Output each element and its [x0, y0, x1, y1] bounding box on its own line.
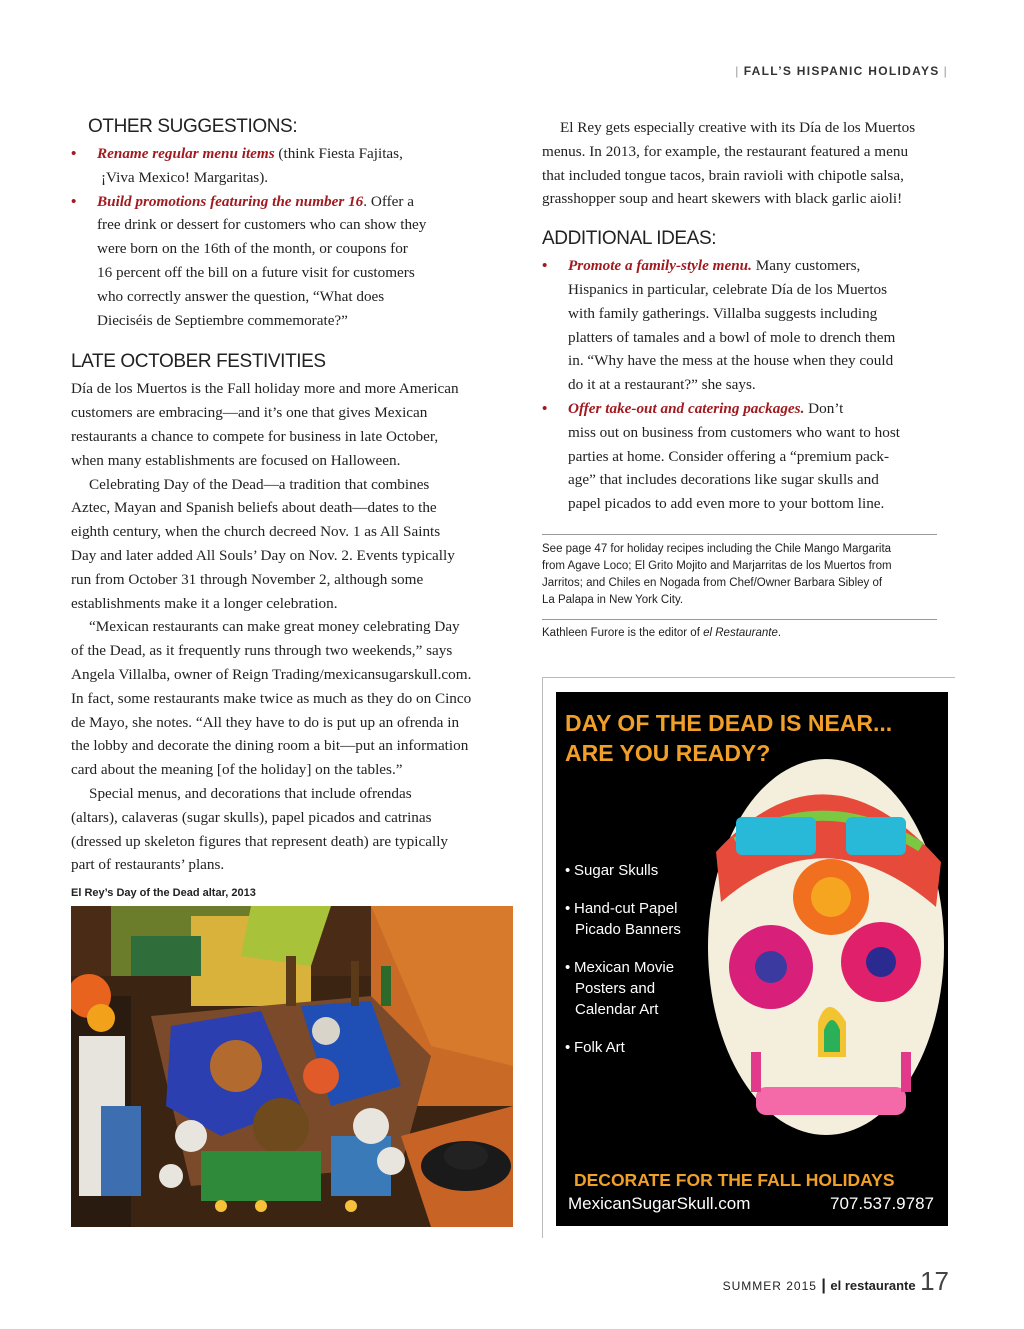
paragraph: Celebrating Day of the Dead—a tradition that combines Aztec, Mayan and Spanish beliefs about death—dates to the eighth century, when the church decreed Nov. 1 as All Saints Day and later added All Souls’ Day on Nov. 2. Events typically run from October 31 through November 2, although some establishments make it a longer celebration. [71, 475, 455, 612]
ad-product-list [565, 860, 681, 1075]
bullet-lead: Promote a family-style menu. [568, 257, 752, 275]
bullet-icon: • [542, 257, 548, 275]
page-footer: SUMMER 2015 | el restaurante 17 [722, 1266, 949, 1296]
issue-date: SUMMER 2015 [722, 1279, 817, 1293]
bullet-take-out-catering: • Offer take-out and catering packages. Don’t miss out on business from customers who want to host parties at home. Consider offering a “premium pack- age” that includes decorations like sugar skulls and papel picados to add even more to your bottom line. [542, 397, 942, 516]
divider [542, 619, 937, 620]
ad-website-link[interactable]: MexicanSugarSkull.com [568, 1194, 751, 1213]
section-title: FALL’S HISPANIC HOLIDAYS [743, 64, 940, 78]
bullet-lead: Offer take-out and catering packages. [568, 399, 805, 417]
list-item: • Sugar Skulls [565, 862, 659, 879]
paragraph: Special menus, and decorations that include ofrendas (altars), calaveras (sugar skulls), papel picados and catrinas (dressed up skeleton figures that represent death) are typically part of restaurants’ plans. [71, 784, 449, 874]
ad-headline: DAY OF THE DEAD IS NEAR... ARE YOU READY? [565, 710, 893, 766]
bullet-lead: Rename regular menu items [97, 145, 275, 162]
left-column [71, 116, 511, 877]
paragraph: “Mexican restaurants can make great money celebrating Day of the Dead, as it frequently runs through two weekends,” says Angela Villalba, owner of Reign Trading/mexicansugarskull.com. In fact, some restaurants make twice as much as they do on Cinco de Mayo, she notes. “All they have to do is put up an ofrenda in the lobby and decorate the dining room a bit—put an information card about the meaning [of the holiday] on the tables.” [71, 618, 472, 779]
ad-tagline: DECORATE FOR THE FALL HOLIDAYS [574, 1170, 895, 1190]
sugar-skull-ad[interactable] [556, 692, 948, 1226]
recipe-note: See page 47 for holiday recipes including the Chile Mango Margarita from Agave Loco; El Grito Mojito and Marjarritas de los Muertos from Jarritos; and Chiles en Nogada from Chef/Owner Barbara Sibley of La Palapa in New York City. [542, 543, 892, 606]
altar-photo [71, 906, 513, 1227]
publication-name: el restaurante [830, 1278, 916, 1293]
bullet-icon: • [71, 145, 77, 162]
list-item: • Folk Art [565, 1039, 625, 1056]
bullet-number-16: • Build promotions featuring the number 16. Offer a free drink or dessert for customers who can show they were born on the 16th of the month, or coupons for 16 percent off the bill on a future visit for customers who correctly answer the question, “What does Dieciséis de Septiembre commemorate?” [71, 190, 511, 333]
photo-caption: El Rey’s Day of the Dead altar, 2013 [71, 887, 256, 899]
other-suggestions-heading: OTHER SUGGESTIONS: [88, 116, 298, 137]
bullet-icon: • [542, 399, 548, 417]
divider [542, 534, 937, 535]
altar-illustration [71, 906, 513, 1227]
right-column [542, 116, 942, 516]
bullet-lead: Build promotions featuring the number 16 [97, 192, 364, 210]
list-item: • Mexican Movie Posters and Calendar Art [565, 959, 675, 1018]
running-header: | FALL’S HISPANIC HOLIDAYS | [735, 64, 948, 78]
bullet-rename-menu-items: • Rename regular menu items (think Fiesta Fajitas, ¡Viva Mexico! Margaritas). [71, 142, 511, 190]
additional-ideas-heading: ADDITIONAL IDEAS: [542, 228, 717, 250]
paragraph: El Rey gets especially creative with its Día de los Muertos menus. In 2013, for example, the restaurant featured a menu that included tongue tacos, brain ravioli with chipotle salsa, grasshopper soup and heart skewers with black garlic aioli! [542, 119, 916, 208]
page-number: 17 [920, 1266, 949, 1296]
bullet-icon: • [71, 192, 77, 210]
bullet-family-style-menu: • Promote a family-style menu. Many customers, Hispanics in particular, celebrate Día de los Muertos with family gatherings. Villalba suggests including platters of tamales and a bowl of mole to drench them in. “Why have the mess at the house when they could do it at a restaurant?” she says. [542, 254, 942, 397]
late-october-heading: LATE OCTOBER FESTIVITIES [71, 351, 326, 373]
list-item: • Hand-cut Papel Picado Banners [565, 900, 681, 938]
ad-phone-number: 707.537.9787 [830, 1194, 934, 1213]
editor-credit: Kathleen Furore is the editor of el Restaurante. [542, 627, 782, 639]
paragraph: Día de los Muertos is the Fall holiday more and more American customers are embracing—and it’s one that gives Mexican restaurants a chance to compete for business in late October, when many establishments are focused on Halloween. [71, 380, 459, 469]
